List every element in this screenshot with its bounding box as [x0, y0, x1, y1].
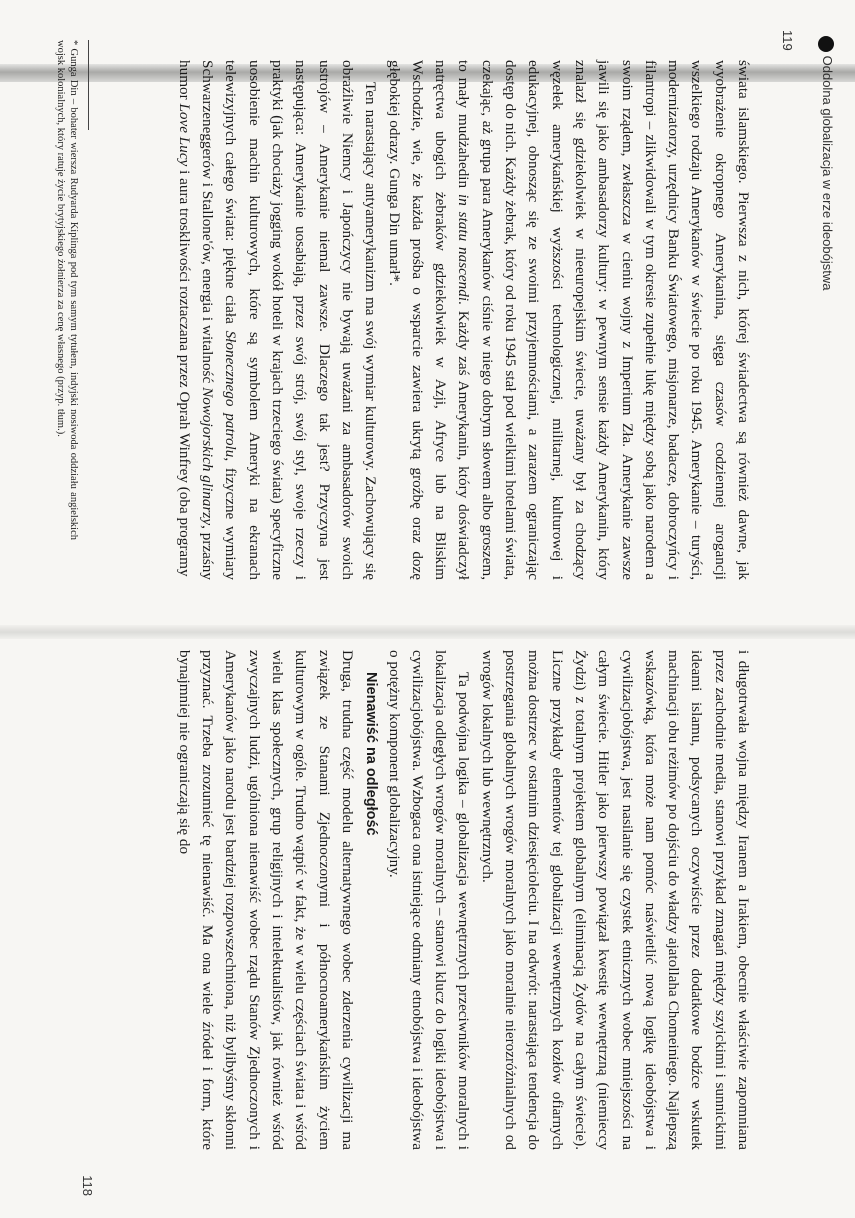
running-head	[818, 30, 835, 291]
page-119	[0, 0, 855, 600]
paragraph: i długotrwała wojna między Iranem a Irakiem, obecnie właściwie zapomniana przez zachodnie media, stanowi przykład zmagań między szyickimi i sunnickimi ideami islamu, podsycanych oczywiście przez dodatkowe bodźce wskutek machinacji obu reżimów po dojściu do władzy ajatollaha Chomeiniego. Najlepszą wskazówką, która może nam pomóc naświetlić nową logikę ideobójstwa i cywilizacjobójstwa, jest nasilanie się czystek etnicznych wobec mniejszości na całym świecie. Hitler jako pierwszy powiązał kwestię wewnętrzną (niemieccy Żydzi) z totalnym projektem globalnym (eliminacją Żydów na całym świecie). Liczne przykłady elementów tej globalizacji wewnętrznych kozłów ofiarnych można dostrzec w ostatnim dziesięcioleciu. I na odwrót: narastająca tendencja do postrzegania globalnych wrogów moralnych jako moralnie nierozróżnialnych od wrogów lokalnych lub wewnętrznych.	[478, 650, 752, 1150]
footnote: * Gunga Din – bohater wiersza Rudyarda Kiplinga pod tym samym tytułem, indyjski nosiwoda oddziału angielskich wojsk kolonialnych, który ratuje życie brytyjskiego żołnierza za cenę własnego (przyp. tłum.).	[55, 40, 79, 540]
section-heading: Nienawiść na odległość	[363, 672, 380, 836]
page-118-body	[173, 650, 755, 1150]
page-number-118: 118	[80, 1175, 95, 1196]
paragraph: Ta podwójna logika – globalizacja wewnętrznych przeciwników moralnych i lokalizacja odległych wrogów moralnych – stanowi klucz do logiki ideobójstwa i cywilizacjobójstwa. Wzbogaca ona istniejące odmiany etnobójstwa i ideobójstwa o potężny komponent globalizacyjny.	[385, 650, 473, 1150]
page-119-body	[173, 60, 755, 580]
page-number-119: 119	[780, 30, 795, 51]
bullet-marker-icon	[818, 36, 834, 52]
page-118	[0, 610, 855, 1218]
running-head-text: Oddolna globalizacja w erze ideobójstwa	[820, 55, 835, 291]
paragraph: Druga, trudna część modelu alternatywnego wobec zderzenia cywilizacji ma związek ze Stanami Zjednoczonymi i północnoamerykańskim życiem kulturowym w ogóle. Trudno wątpić w fakt, że w wielu częściach świata i wśród wielu klas społecznych, grup religijnych i intelektualistów, jak również wśród zwyczajnych ludzi, ugólniona nienawiść wobec rządu Stanów Zjednoczonych i Amerykanów jako narodu jest bardziej rozpowszechniona, niż bylibyśmy skłonni przyznać. Trzeba zrozumieć tę nienawiść. Ma ona wiele źródeł i form, które bynajmniej nie ograniczają się do	[175, 650, 356, 1150]
paragraph: Ten narastający antyamerykanizm ma swój wymiar kulturowy. Zachowujący się obraźliwie Niemcy i Japończycy nie bywają uważani za ambasadorów swoich ustrojów – Amerykanie niemal zawsze. Dlaczego tak jest? Przyczyna jest następująca: Amerykanie uosabiają, przez swój strój, swój styl, swoje rzeczy i praktyki (jak chociaży jogging wokół hoteli w krajach trzeciego świata) specyficzne uosobienie machin kulturowych, które są symbolem Ameryki na ekranach telewizyjnych całego świata: piękne ciała Słonecznego patrolu, fizyczne wymiary Schwarzeneggerów i Stallone'ów, energia i witalność Nowojorskich glinarzy, przaśny humor Love Lucy i aura troskliwości roztaczana przez Oprah Winfrey (oba programy	[175, 60, 380, 581]
footnote-rule	[88, 40, 89, 130]
paragraph: świata islamskiego. Pierwsza z nich, której świadectwa są również dawne, jak wyobrażenie okropnego Amerykanina, sięga czasów codziennej arogancji wszelkiego rodzaju Amerykanów w świecie po roku 1945. Amerykanie – turyści, modernizatorzy, urzędnicy Banku Światowego, misjonarze, badacze, dobroczyńcy i filantropi – zlikwidowali w tym okresie zupełnie lukę między sobą jako narodem a swoim rządem, zwłaszcza w cieniu wojny z Imperium Zła. Amerykanie zawsze jawili się jako ambasadorzy kultury: w pewnym sensie każdy Amerykanin, który znalazł się gdziekolwiek w nieeuropejskim świecie, uważany był za chodzący węzełek amerykańskiej wyższości technologicznej, militarnej, kulturowej i edukacyjnej, obnosząc się ze swoimi przyjemnościami, a zarazem ograniczając dostęp do nich. Każdy żebrak, który od roku 1945 stał pod wielkimi hotelami świata, czekając, aż grupa para Amerykanów ciśnie w niego dobrym słowem albo groszem, to mały mudżahedin in statu nascendi. Każdy zaś Amerykanin, który doświadczył natręctwa ubogich żebraków gdziekolwiek w Azji, Afryce lub na Bliskim Wschodzie, wie, że każda prośba o wsparcie zawiera ukrytą groźbę oraz dozę głębokiej odrazy. Gunga Din umarł*.	[385, 60, 752, 581]
